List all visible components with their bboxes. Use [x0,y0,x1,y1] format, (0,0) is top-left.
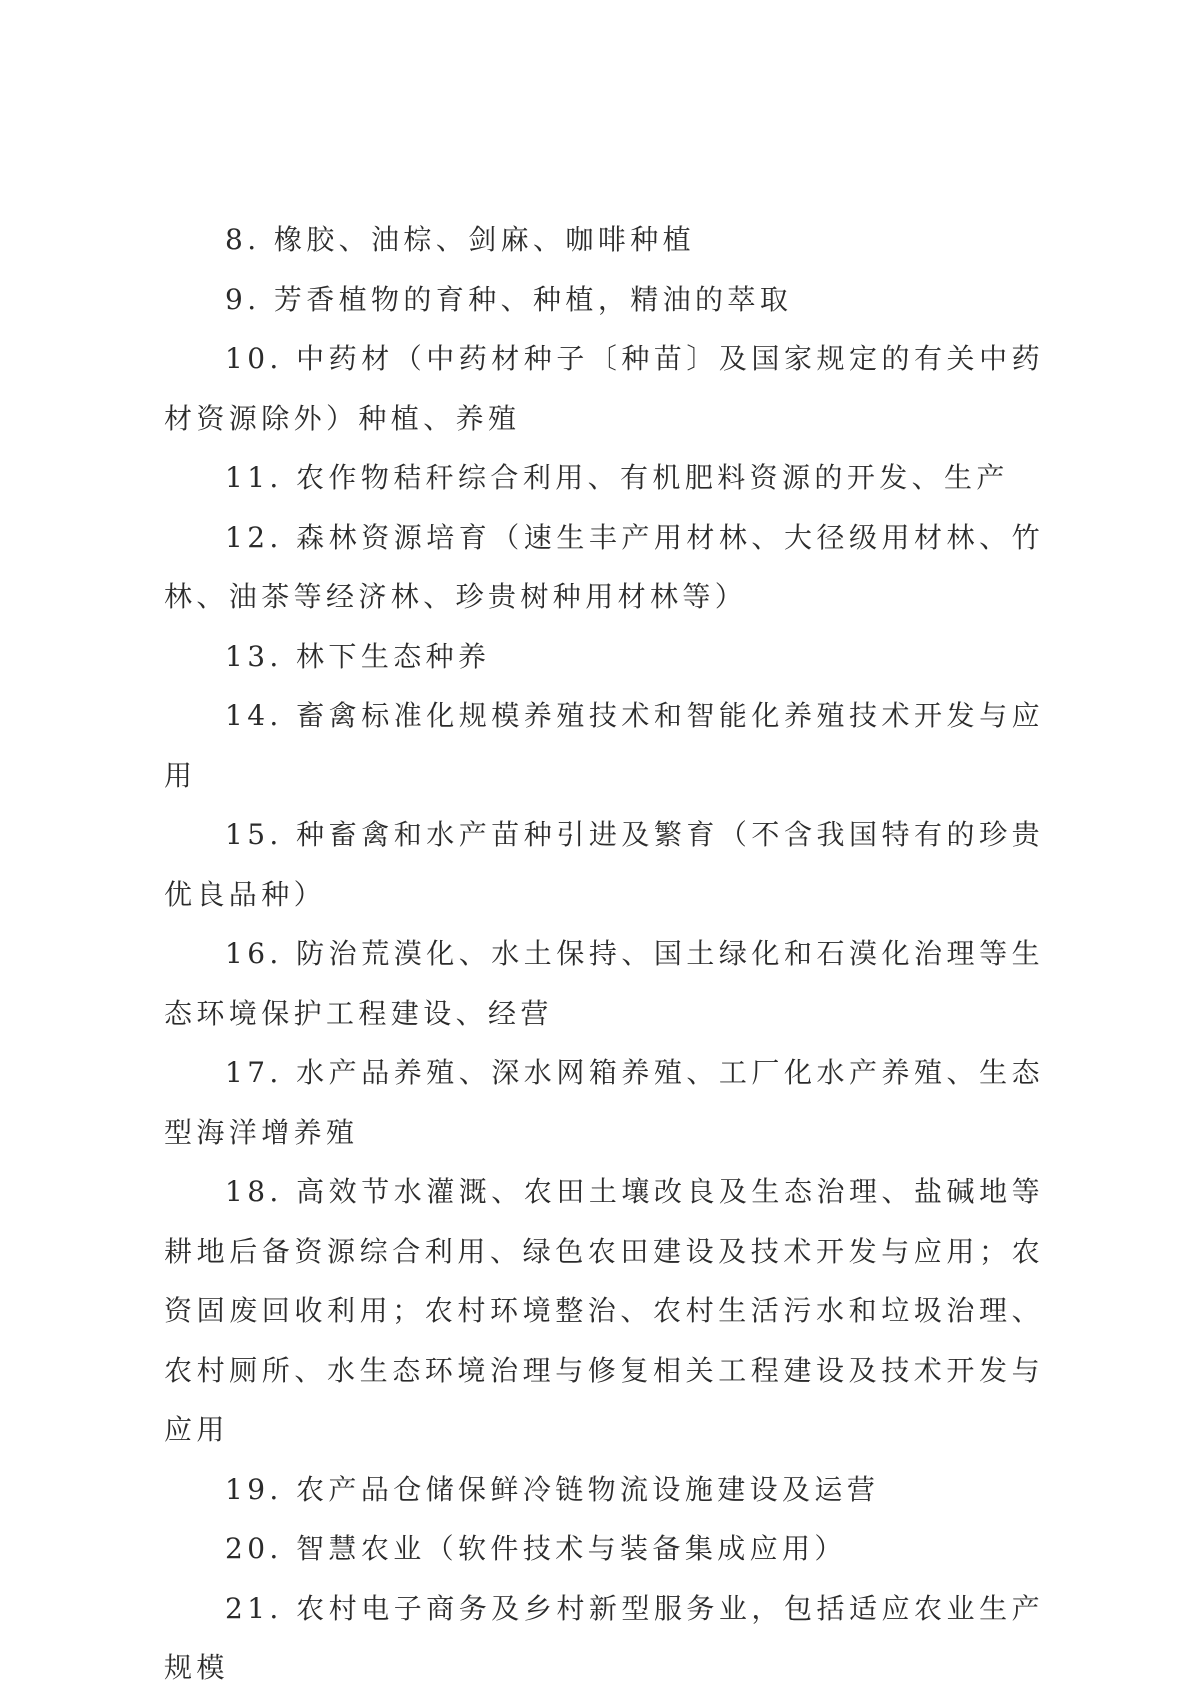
list-item-10: 10. 中药材（中药材种子〔种苗〕及国家规定的有关中药材资源除外）种植、养殖 [164,342,1044,435]
list-item-15: 15. 种畜禽和水产苗种引进及繁育（不含我国特有的珍贵优良品种） [164,818,1044,911]
list-item-18: 18. 高效节水灌溉、农田土壤改良及生态治理、盐碱地等耕地后备资源综合利用、绿色农田建设及技术开发与应用；农资固废回收利用；农村环境整治、农村生活污水和垃圾治理、农村厕所、水生态环境治理与修复相关工程建设及技术开发与应用 [164,1175,1044,1446]
list-item-9: 9. 芳香植物的育种、种植，精油的萃取 [225,282,793,316]
list-item-16: 16. 防治荒漠化、水土保持、国土绿化和石漠化治理等生态环境保护工程建设、经营 [164,937,1044,1030]
document-body [164,210,1044,1698]
list-item-19: 19. 农产品仓储保鲜冷链物流设施建设及运营 [225,1472,880,1506]
list-item-14: 14. 畜禽标准化规模养殖技术和智能化养殖技术开发与应用 [164,699,1044,792]
list-item-20: 20. 智慧农业（软件技术与装备集成应用） [225,1532,847,1565]
list-item-21: 21. 农村电子商务及乡村新型服务业，包括适应农业生产规模 [164,1591,1044,1684]
list-item-17: 17. 水产品养殖、深水网箱养殖、工厂化水产养殖、生态型海洋增养殖 [164,1056,1044,1149]
list-item-8: 8. 橡胶、油棕、剑麻、咖啡种植 [225,223,696,256]
list-item-12: 12. 森林资源培育（速生丰产用材林、大径级用材林、竹林、油茶等经济林、珍贵树种用材林等） [164,520,1044,613]
list-item-13: 13. 林下生态种养 [225,639,491,673]
list-item-11: 11. 农作物秸秆综合利用、有机肥料资源的开发、生产 [225,461,1009,494]
